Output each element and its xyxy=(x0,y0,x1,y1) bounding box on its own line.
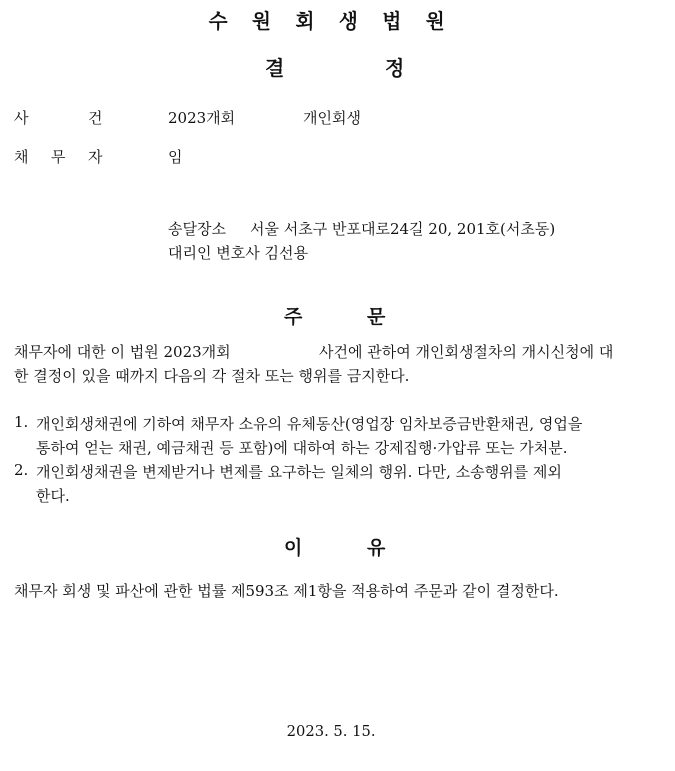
order-item-1-line1: 개인회생채권에 기하여 채무자 소유의 유체동산(영업장 임차보증금반환채권, 영업을 xyxy=(36,415,583,433)
reason-text: 채무자 회생 및 파산에 관한 법률 제593조 제1항을 적용하여 주문과 같이 결정한다. xyxy=(14,582,559,600)
case-label-char-1: 사 xyxy=(14,109,29,127)
service-label: 송달장소 xyxy=(168,220,226,238)
debtor-label-char-2: 무 xyxy=(51,148,66,166)
order-heading-left: 주 xyxy=(284,306,303,328)
case-type: 개인회생 xyxy=(303,109,361,127)
order-heading-right: 문 xyxy=(367,306,386,328)
order-intro-line1-b: 사건에 관하여 개인회생절차의 개시신청에 대 xyxy=(319,343,614,361)
debtor-label-char-1: 채 xyxy=(14,148,29,166)
order-item-2-line2: 한다. xyxy=(36,487,70,505)
debtor-label-char-3: 자 xyxy=(88,148,103,166)
reason-heading-right: 유 xyxy=(367,537,386,559)
order-intro-line1-a: 채무자에 대한 이 법원 2023개회 xyxy=(14,343,231,361)
decision-date: 2023. 5. 15. xyxy=(286,722,376,740)
order-item-1-line2: 통하여 얻는 채권, 예금채권 등 포함)에 대하여 하는 강제집행·가압류 또는 가처분. xyxy=(36,439,568,457)
order-item-1-num: 1. xyxy=(14,413,29,431)
order-intro-line2: 한 결정이 있을 때까지 다음의 각 절차 또는 행위를 금지한다. xyxy=(14,367,410,385)
order-item-2-line1: 개인회생채권을 변제받거나 변제를 요구하는 일체의 행위. 다만, 소송행위를 제외 xyxy=(36,463,562,481)
reason-heading-left: 이 xyxy=(284,537,303,559)
case-number: 2023개회 xyxy=(168,109,236,127)
debtor-name: 임 xyxy=(168,148,183,166)
service-agent: 대리인 변호사 김선용 xyxy=(168,244,308,262)
order-item-2-num: 2. xyxy=(14,461,29,479)
doc-title-left: 결 xyxy=(265,56,285,80)
doc-title-right: 정 xyxy=(385,56,405,80)
service-address: 서울 서초구 반포대로24길 20, 201호(서초동) xyxy=(250,220,556,238)
court-name: 수 원 회 생 법 원 xyxy=(208,9,454,33)
case-label-char-2: 건 xyxy=(88,109,103,127)
